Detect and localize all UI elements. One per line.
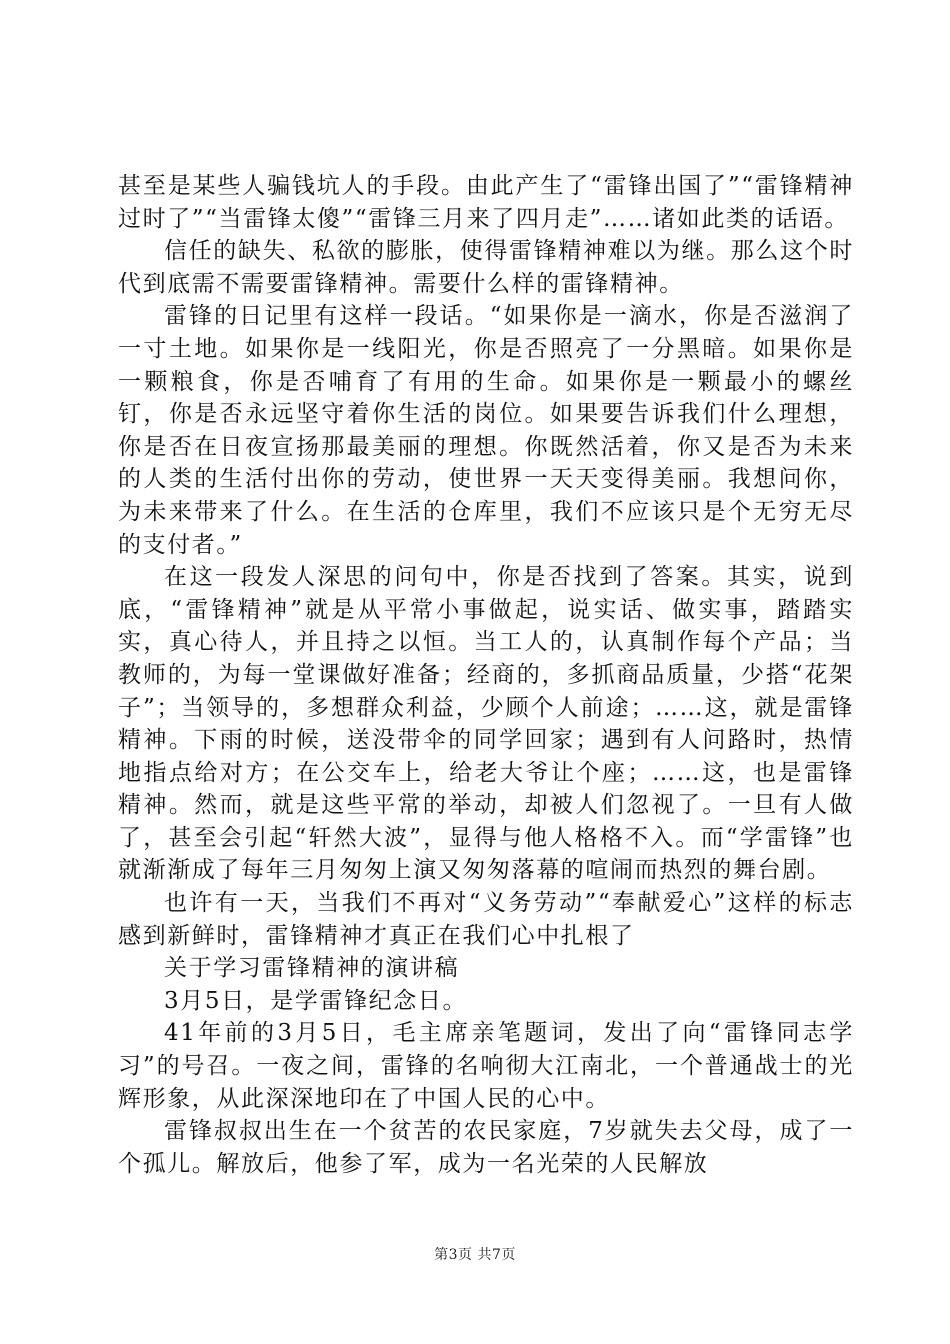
paragraph-8: 41年前的3月5日，毛主席亲笔题词，发出了向“雷锋同志学习”的号召。一夜之间，雷锋的名响彻大江南北，一个普通战士的光辉形象，从此深深地印在了中国人民的心中。	[118, 1020, 854, 1112]
section-title: 关于学习雷锋精神的演讲稿	[164, 955, 460, 982]
paragraph-5: 也许有一天，当我们不再对“义务劳动”“奉献爱心”这样的标志感到新鲜时，雷锋精神才真正在我们心中扎根了	[118, 890, 854, 949]
document-body	[118, 170, 854, 1180]
paragraph-2: 信任的缺失、私欲的膨胀，使得雷锋精神难以为继。那么这个时代到底需不需要雷锋精神。需要什么样的雷锋精神。	[118, 238, 854, 297]
paragraph-9: 雷锋叔叔出生在一个贫苦的农民家庭，7岁就失去父母，成了一个孤儿。解放后，他参了军，成为一名光荣的人民解放	[118, 1118, 854, 1177]
page-footer	[0, 1244, 950, 1264]
page-number: 第3页 共7页	[434, 1247, 516, 1263]
paragraph-3: 雷锋的日记里有这样一段话。“如果你是一滴水，你是否滋润了一寸土地。如果你是一线阳光，你是否照亮了一分黑暗。如果你是一颗粮食，你是否哺育了有用的生命。如果你是一颗最小的螺丝钉，你是否永远坚守着你生活的岗位。如果要告诉我们什么理想，你是否在日夜宣扬那最美丽的理想。你既然活着，你又是否为未来的人类的生活付出你的劳动，使世界一天天变得美丽。我想问你，为未来带来了什么。在生活的仓库里，我们不应该只是个无穷无尽的支付者。”	[118, 303, 854, 558]
paragraph-4: 在这一段发人深思的问句中，你是否找到了答案。其实，说到底，“雷锋精神”就是从平常小事做起，说实话、做实事，踏踏实实，真心待人，并且持之以恒。当工人的，认真制作每个产品；当教师的，为每一堂课做好准备；经商的，多抓商品质量，少搭“花架子”；当领导的，多想群众利益，少顾个人前途；……这，就是雷锋精神。下雨的时候，送没带伞的同学回家；遇到有人问路时，热情地指点给对方；在公交车上，给老大爷让个座；……这，也是雷锋精神。然而，就是这些平常的举动，却被人们忽视了。一旦有人做了，甚至会引起“轩然大波”，显得与他人格格不入。而“学雷锋”也就渐渐成了每年三月匆匆上演又匆匆落幕的喧闹而热烈的舞台剧。	[118, 564, 854, 884]
paragraph-1: 甚至是某些人骗钱坑人的手段。由此产生了“雷锋出国了”“雷锋精神过时了”“当雷锋太傻”“雷锋三月来了四月走”……诸如此类的话语。	[118, 173, 854, 232]
paragraph-7: 3月5日，是学雷锋纪念日。	[164, 987, 468, 1014]
